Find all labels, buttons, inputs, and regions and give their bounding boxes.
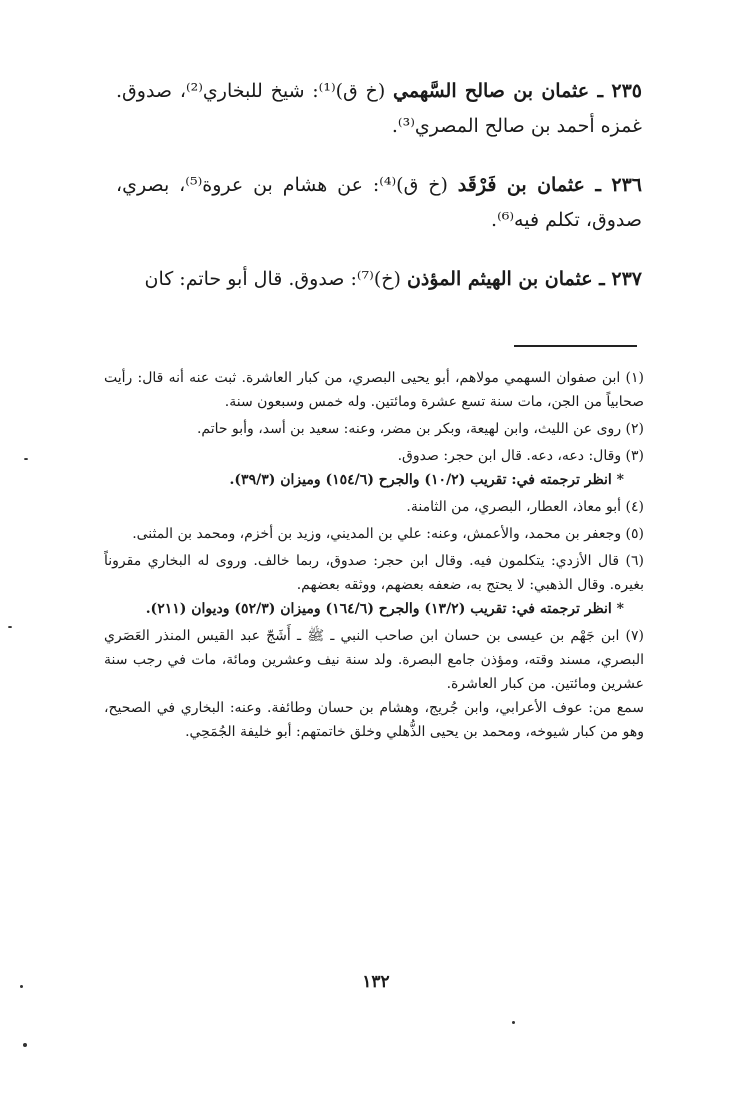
entry-235 [116, 74, 642, 144]
entry-text: (خ)⁽⁷⁾: صدوق. قال أبو حاتم: كان [144, 268, 407, 290]
footnote-reference: * انظر ترجمته في: تقريب (١٠/٢) والجرح (١٥٤/٦) وميزان (٣٩/٣). [229, 472, 624, 488]
footnote-5 [104, 522, 644, 546]
entry-heading: ٢٣٦ ـ عثمان بن فَرْقَد [457, 174, 643, 196]
footnote-separator [514, 345, 637, 347]
entry-text: (خ ق)⁽⁴⁾: عن هشام بن عروة⁽⁵⁾، بصري، صدوق، تكلم فيه⁽⁶⁾. [116, 174, 642, 231]
footnote-text: (٤) أبو معاذ، العطار، البصري، من الثامنة. [406, 499, 644, 515]
footnote-reference: * انظر ترجمته في: تقريب (١٣/٢) والجرح (١٦٤/٦) وميزان (٥٢/٣) وديوان (٢١١). [145, 601, 624, 617]
footnote-6 [104, 549, 644, 621]
entry-heading: ٢٣٥ ـ عثمان بن صالح السَّهمي [393, 80, 642, 102]
footnote-text: (٣) وقال: دعه، دعه. قال ابن حجر: صدوق. [397, 448, 644, 464]
footnote-text: (٥) وجعفر بن محمد، والأعمش، وعنه: علي بن المديني، وزيد بن أخزم، ومحمد بن المثنى. [132, 526, 644, 542]
entry-heading: ٢٣٧ ـ عثمان بن الهيثم المؤذن [406, 268, 642, 290]
scan-speck [20, 985, 23, 988]
footnote-text: (١) ابن صفوان السهمي مولاهم، أبو يحيى البصري، من كبار العاشرة. ثبت عنه أنه قال: رأيت صحابياً من الجن، مات سنة تسع عشرة ومائتين. وله خمس وسبعون سنة. [104, 370, 644, 410]
entries [116, 74, 642, 321]
entry-237 [116, 262, 642, 297]
footnote-3 [104, 444, 644, 492]
scan-speck [24, 458, 28, 460]
footnote-text: (٦) قال الأزدي: يتكلمون فيه. وقال ابن حجر: صدوق، ربما خالف. وروى له البخاري مقروناً بغيره. وقال الذهبي: لا يحتج به، ضعفه بعضهم، ووثقه بعضهم. [104, 553, 644, 593]
footnote-text: (٢) روى عن الليث، وابن لهيعة، وبكر بن مضر، وعنه: سعيد بن أسد، وأبو حاتم. [196, 421, 644, 437]
footnote-1 [104, 366, 644, 414]
footnotes [104, 366, 644, 747]
footnote-2 [104, 417, 644, 441]
entry-text: (خ ق)⁽¹⁾: شيخ للبخاري⁽²⁾، صدوق. غمزه أحمد بن صالح المصري⁽³⁾. [116, 80, 642, 137]
footnote-text: (٧) ابن جَهْم بن عيسى بن حسان ابن صاحب النبي ـ ﷺ ـ أَشَجّ عبد القيس المنذر العَصَري البصري، مسند وقته، ومؤذن جامع البصرة. ولد سنة نيف وعشرين ومائة، مات في رجب سنة عشرين ومائتين. من كبار العاشرة. [104, 628, 644, 692]
scan-speck [8, 626, 12, 628]
scan-speck [512, 1021, 515, 1024]
footnote-4 [104, 495, 644, 519]
scan-speck [23, 1043, 27, 1047]
page-number: ١٣٢ [362, 972, 390, 992]
footnote-text-continued: سمع من: عوف الأعرابي، وابن جُريج، وهشام بن حسان وطائفة. وعنه: البخاري في الصحيح، وهو من كبار شيوخه، ومحمد بن يحيى الذُّهلي وخلق خاتمتهم: أبو خليفة الجُمَحِي. [104, 700, 644, 740]
footnote-7 [104, 624, 644, 744]
entry-236 [116, 168, 642, 238]
